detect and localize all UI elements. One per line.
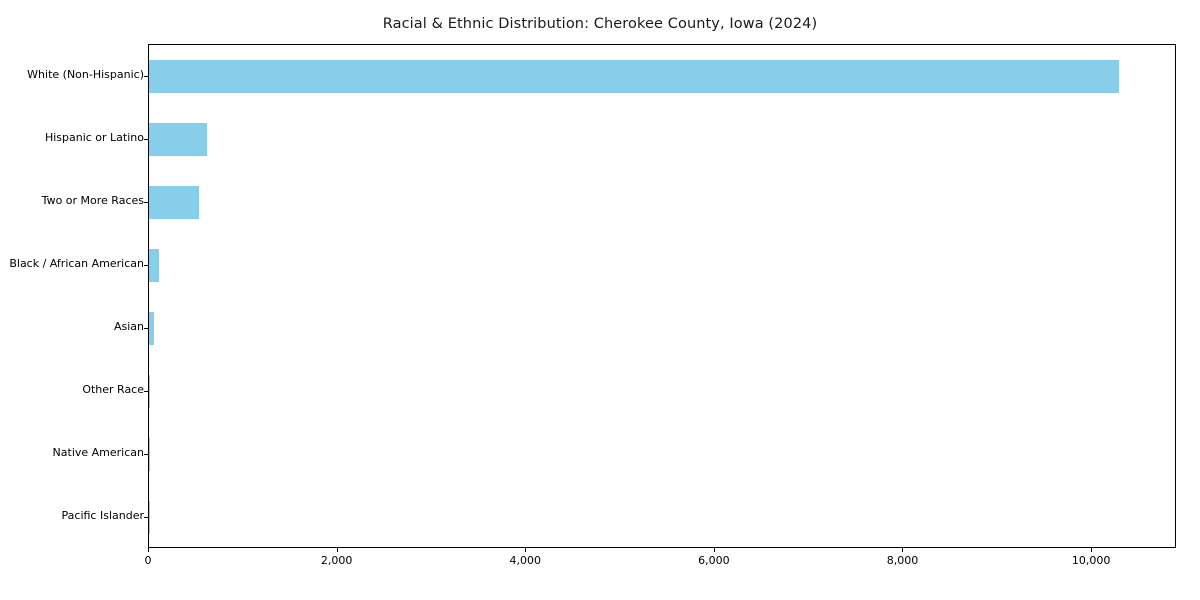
x-tick-label: 4,000 [509, 554, 541, 567]
x-tick-label: 6,000 [698, 554, 730, 567]
y-tick-mark [144, 391, 148, 392]
y-tick-label: Other Race [82, 382, 144, 396]
plot-area [148, 44, 1176, 548]
x-tick-mark [525, 548, 526, 552]
x-tick-mark [714, 548, 715, 552]
y-tick-label: Black / African American [9, 256, 144, 270]
y-tick-mark [144, 265, 148, 266]
y-tick-label: Pacific Islander [61, 508, 144, 522]
y-tick-label: White (Non-Hispanic) [27, 67, 144, 81]
bar [149, 186, 199, 219]
y-tick-label: Hispanic or Latino [44, 130, 144, 144]
chart-title: Racial & Ethnic Distribution: Cherokee County, Iowa (2024) [382, 16, 818, 32]
y-tick-mark [144, 76, 148, 77]
y-tick-label: Two or More Races [41, 193, 144, 207]
y-tick-mark [144, 202, 148, 203]
x-tick-mark [337, 548, 338, 552]
x-tick-mark [148, 548, 149, 552]
x-tick-mark [902, 548, 903, 552]
y-tick-mark [144, 517, 148, 518]
x-tick-label: 10,000 [1071, 554, 1111, 567]
y-tick-mark [144, 328, 148, 329]
bar [149, 60, 1119, 93]
x-tick-label: 2,000 [320, 554, 353, 567]
bar [149, 123, 207, 156]
y-tick-mark [144, 139, 148, 140]
bars-layer [149, 45, 1175, 547]
y-tick-mark [144, 454, 148, 455]
x-tick-label: 8,000 [886, 554, 919, 567]
y-tick-label: Asian [113, 319, 144, 333]
y-tick-label: Native American [52, 445, 144, 459]
x-tick-mark [1091, 548, 1092, 552]
x-tick-label: 0 [144, 554, 152, 567]
